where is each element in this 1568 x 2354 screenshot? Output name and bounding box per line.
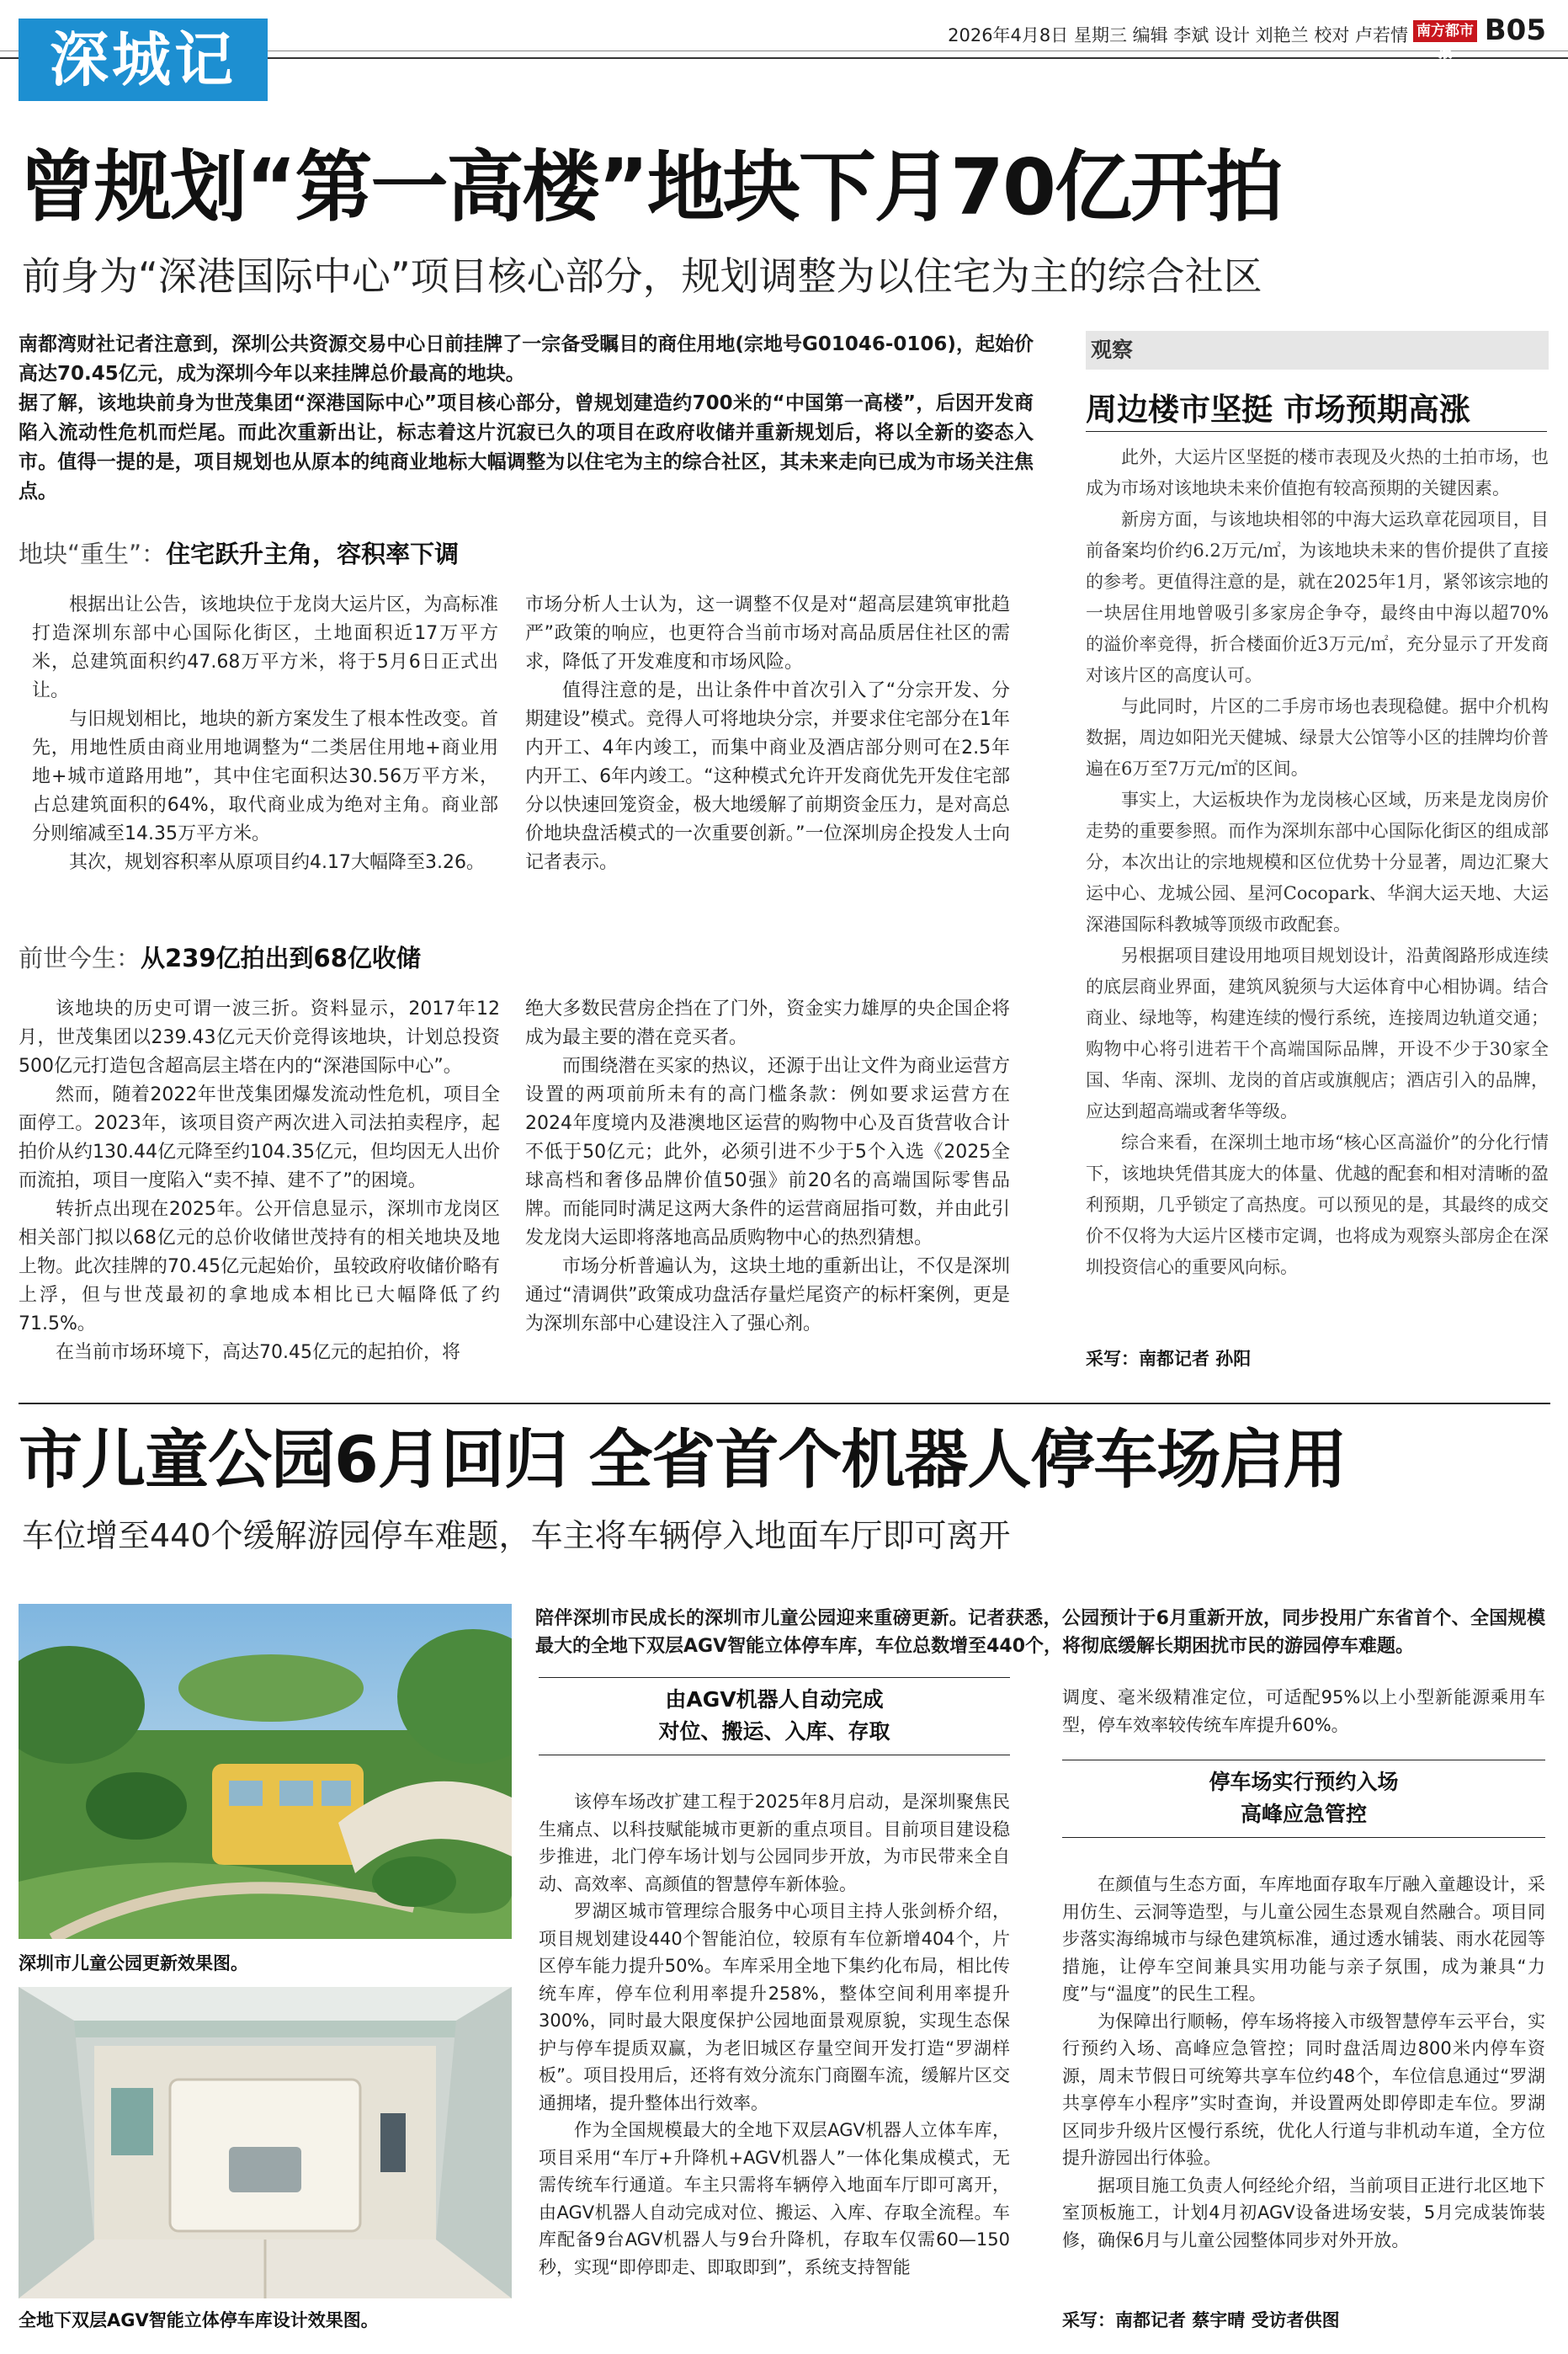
- garage-rendering-graphic: [19, 1987, 512, 2298]
- box1-heading-line: 对位、搬运、入库、存取: [658, 1719, 890, 1744]
- page-number: B05: [1484, 13, 1546, 47]
- sidebar-title-rule: [1086, 431, 1547, 432]
- history-column-1: [19, 995, 500, 1367]
- box1-body: [539, 1788, 1010, 2281]
- section-heading-rebirth: [19, 535, 459, 570]
- story1-headline: 曾规划“第一高楼”地块下月70亿开拍: [19, 142, 1282, 232]
- box1-heading: [539, 1684, 1010, 1748]
- box1-rule-top: [539, 1677, 1010, 1678]
- body-paragraph: 在颜值与生态方面，车库地面存取车厅融入童趣设计，采用仿生、云洞等造型，与儿童公园生态景观自然融合。项目同步落实海绵城市与绿色建筑标准，通过透水铺装、雨水花园等措施，让停车空间兼具实用功能与亲子氛围，成为兼具“力度”与“温度”的民生工程。: [1062, 1874, 1545, 2004]
- body-paragraph: 根据出让公告，该地块位于龙岗大运片区，为高标准打造深圳东部中心国际化街区，土地面积近17万平方米，总建筑面积约47.68万平方米，将于5月6日正式出让。: [32, 594, 498, 701]
- box2-rule-bottom: [1062, 1837, 1545, 1838]
- box1-heading-line: 由AGV机器人自动完成: [665, 1687, 884, 1712]
- sidebar-paragraph: 新房方面，与该地块相邻的中海大运玖章花园项目，目前备案均价约6.2万元/㎡，为该地块未来的售价提供了直接的参考。更值得注意的是，就在2025年1月，紧邻该宗地的一块居住用地曾吸引多家房企争夺，最终由中海以超70%的溢价率竞得，折合楼面价近3万元/㎡，充分显示了开发商对该片区的高度认可。: [1086, 509, 1549, 685]
- garage-image-caption: 全地下双层AGV智能立体停车库设计效果图。: [19, 2310, 379, 2330]
- sidebar-paragraph: 综合来看，在深圳土地市场“核心区高溢价”的分化行情下，该地块凭借其庞大的体量、优越的配套和相对清晰的盈利预期，几乎锁定了高热度。可以预见的是，其最终的成交价不仅将为大运片区楼市定调，也将成为观察头部房企在深圳投资信心的重要风向标。: [1086, 1132, 1549, 1277]
- story2-credit: 采写：南都记者 蔡宇晴 受访者供图: [1062, 2310, 1340, 2330]
- story2-headline: 市儿童公园6月回归 全省首个机器人停车场启用: [19, 1422, 1347, 1497]
- sidebar-body: [1086, 442, 1549, 1283]
- box2-heading: [1062, 1766, 1545, 1830]
- body-paragraph: 据项目施工负责人何经纶介绍，当前项目正进行北区地下室顶板施工，计划4月初AGV设备进场安装，5月完成装饰装修，确保6月与儿童公园整体同步对外开放。: [1062, 2175, 1545, 2250]
- rebirth-column-2: [525, 591, 1010, 877]
- story1-lead: [19, 330, 1034, 507]
- park-rendering-graphic: [19, 1604, 512, 1939]
- body-paragraph: 作为全国规模最大的全地下双层AGV机器人立体车库，项目采用“车厅+升降机+AGV机器人”一体化集成模式，无需传统车行通道。车主只需将车辆停入地面车厅即可离开，由AGV机器人自动完成对位、搬运、入库、存取全流程。车库配备9台AGV机器人与9台升降机，存取车仅需60—150秒，实现“即停即走、即取即到”，系统支持智能: [539, 2120, 1010, 2277]
- sidebar-tag: [1086, 331, 1549, 370]
- park-image-caption: 深圳市儿童公园更新效果图。: [19, 1953, 248, 1973]
- body-paragraph: 而围绕潜在买家的热议，还源于出让文件为商业运营方设置的两项前所未有的高门槛条款：例如要求运营方在2024年度境内及港澳地区运营的购物中心及百货营收合计不低于50亿元；此外，必须引进不少于5个入选《2025全球高档和奢侈品牌价值50强》前20名的高端国际零售品牌。而能同时满足这两大条件的运营商屈指可数，并由此引发龙岗大运即将落地高品质购物中心的热烈猜想。: [525, 1056, 1010, 1249]
- body-paragraph: 调度、毫米级精准定位，可适配95%以上小型新能源乘用车型，停车效率较传统车库提升60%。: [1062, 1687, 1545, 1735]
- sidebar-tag-label: 观察: [1091, 338, 1134, 362]
- body-paragraph: 与旧规划相比，地块的新方案发生了根本性改变。首先，用地性质由商业用地调整为“二类居住用地+商业用地+城市道路用地”，其中住宅面积达30.56万平方米，占总建筑面积的64%，取代商业成为绝对主角。商业部分则缩减至14.35万平方米。: [32, 709, 498, 844]
- box2-body: [1062, 1871, 1545, 2254]
- body-paragraph: 转折点出现在2025年。公开信息显示，深圳市龙岗区相关部门拟以68亿元的总价收储世茂持有的相关地块及地上物。此次挂牌的70.45亿元起始价，虽较政府收储价略有上浮，但与世茂最初的拿地成本相比已大幅降低了约71.5%。: [19, 1199, 500, 1334]
- body-paragraph: 在当前市场环境下，高达70.45亿元的起拍价，将: [56, 1342, 460, 1363]
- garage-rendering-image: [19, 1987, 512, 2298]
- issue-meta: 2026年4月8日 星期三 编辑 李斌 设计 刘艳兰 校对 卢若情: [948, 25, 1408, 45]
- body-paragraph: 市场分析人士认为，这一调整不仅是对“超高层建筑审批趋严”政策的响应，也更符合当前市场对高品质居住社区的需求，降低了开发难度和市场风险。: [525, 594, 1010, 673]
- history-column-2: [525, 995, 1010, 1339]
- box2-heading-line: 高峰应急管控: [1240, 1802, 1367, 1826]
- story1-subhead: 前身为“深港国际中心”项目核心部分，规划调整为以住宅为主的综合社区: [22, 253, 1262, 299]
- section-heading-prefix: 地块“重生”：: [19, 540, 167, 568]
- lead-paragraph: 南都湾财社记者注意到，深圳公共资源交易中心日前挂牌了一宗备受瞩目的商住用地(宗地号G01046-0106)，起始价高达70.45亿元，成为深圳今年以来挂牌总价最高的地块。: [19, 333, 1034, 385]
- body-paragraph: 绝大多数民营房企挡在了门外，资金实力雄厚的央企国企将成为最主要的潜在竞买者。: [525, 999, 1010, 1048]
- story-divider: [19, 1403, 1550, 1404]
- brand-logo: 南方都市报: [1413, 20, 1477, 42]
- section-heading-text: 住宅跃升主角，容积率下调: [166, 540, 460, 568]
- sidebar-paragraph: 事实上，大运板块作为龙岗核心区域，历来是龙岗房价走势的重要参照。而作为深圳东部中心国际化街区的组成部分，本次出让的宗地规模和区位优势十分显著，周边汇聚大运中心、龙城公园、星河Cocopark、华润大运天地、大运深港国际科教城等顶级市政配套。: [1086, 790, 1549, 935]
- body-paragraph: 然而，随着2022年世茂集团爆发流动性危机，项目全面停工。2023年，该项目资产两次进入司法拍卖程序，起拍价从约130.44亿元降至约104.35亿元，但均因无人出价而流拍，项目一度陷入“卖不掉、建不了”的困境。: [19, 1084, 500, 1191]
- body-paragraph: 为保障出行顺畅，停车场将接入市级智慧停车云平台，实行预约入场、高峰应急管控；同时盘活周边800米内停车资源，周末节假日可统筹共享车位约48个，车位信息通过“罗湖共享停车小程序”实时查询，并设置两处即停即走车位。罗湖区同步升级片区慢行系统，优化人行道与非机动车道，全方位提升游园出行体验。: [1062, 2010, 1545, 2168]
- body-paragraph: 罗湖区城市管理综合服务中心项目主持人张剑桥介绍，项目规划建设440个智能泊位，较原有车位新增404个，片区停车能力提升50%。车库采用全地下集约化布局，相比传统车库，停车位利用率提升258%，整体空间利用率提升300%，同时最大限度保护公园地面景观原貌，实现生态保护与停车提质双赢，为老旧城区存量空间开发打造“罗湖样板”。项目投用后，还将有效分流东门商圈车流，缓解片区交通拥堵，提升整体出行效率。: [539, 1901, 1010, 2113]
- section-heading-prefix: 前世今生：: [19, 944, 141, 972]
- story2-lead: 陪伴深圳市民成长的深圳市儿童公园迎来重磅更新。记者获悉，公园预计于6月重新开放，同步投用广东省首个、全国规模最大的全地下双层AGV智能立体停车库，车位总数增至440个，将彻底缓解长期困扰市民的游园停车难题。: [535, 1608, 1545, 1657]
- masthead: 深城记: [19, 19, 268, 101]
- sidebar-paragraph: 与此同时，片区的二手房市场也表现稳健。据中介机构数据，周边如阳光天健城、绿景大公馆等小区的挂牌均价普遍在6万至7万元/㎡的区间。: [1086, 696, 1549, 779]
- story2-subhead: 车位增至440个缓解游园停车难题，车主将车辆停入地面车厅即可离开: [22, 1517, 1011, 1554]
- section-heading-history: [19, 940, 421, 974]
- box2-heading-line: 停车场实行预约入场: [1209, 1770, 1399, 1794]
- body-paragraph: 该停车场改扩建工程于2025年8月启动，是深圳聚焦民生痛点、以科技赋能城市更新的重点项目。目前项目建设稳步推进，北门停车场计划与公园同步开放，为市民带来全自动、高效率、高颜值的智慧停车新体验。: [539, 1792, 1010, 1894]
- box1-continued: [1062, 1684, 1545, 1739]
- body-paragraph: 该地块的历史可谓一波三折。资料显示，2017年12月，世茂集团以239.43亿元天价竞得该地块，计划总投资500亿元打造包含超高层主塔在内的“深港国际中心”。: [19, 999, 500, 1077]
- sidebar-credit: 采写：南都记者 孙阳: [1086, 1349, 1252, 1369]
- lead-paragraph: 据了解，该地块前身为世茂集团“深港国际中心”项目核心部分，曾规划建造约700米的“中国第一高楼”，后因开发商陷入流动性危机而烂尾。而此次重新出让，标志着这片沉寂已久的项目在政府收储并重新规划后，将以全新的姿态入市。值得一提的是，项目规划也从原本的纯商业地标大幅调整为以住宅为主的综合社区，其未来走向已成为市场关注焦点。: [19, 392, 1034, 503]
- sidebar-title: 周边楼市坚挺 市场预期高涨: [1086, 391, 1470, 428]
- body-paragraph: 市场分析普遍认为，这块土地的重新出让，不仅是深圳通过“清调供”政策成功盘活存量烂尾资产的标杆案例，更是为深圳东部中心建设注入了强心剂。: [525, 1256, 1010, 1334]
- sidebar-paragraph: 另根据项目建设用地项目规划设计，沿黄阁路形成连续的底层商业界面，建筑风貌须与大运体育中心相协调。结合商业、绿地等，构建连续的慢行系统，连接周边轨道交通；购物中心将引进若干个高端国际品牌，开设不少于30家全国、华南、深圳、龙岗的首店或旗舰店；酒店引入的品牌，应达到超高端或奢华等级。: [1086, 945, 1549, 1121]
- sidebar-paragraph: 此外，大运片区坚挺的楼市表现及火热的土拍市场，也成为市场对该地块未来价值抱有较高预期的关键因素。: [1086, 447, 1549, 498]
- rebirth-column-1: [32, 591, 498, 877]
- section-heading-text: 从239亿拍出到68亿收储: [141, 944, 421, 972]
- park-rendering-image: [19, 1604, 512, 1939]
- body-paragraph: 其次，规划容积率从原项目约4.17大幅降至3.26。: [69, 852, 485, 873]
- body-paragraph: 值得注意的是，出让条件中首次引入了“分宗开发、分期建设”模式。竞得人可将地块分宗，并要求住宅部分在1年内开工、4年内竣工，而集中商业及酒店部分则可在2.5年内开工、6年内竣工。“这种模式允许开发商优先开发住宅部分以快速回笼资金，极大地缓解了前期资金压力，是对高总价地块盘活模式的一次重要创新。”一位深圳房企投发人士向记者表示。: [525, 680, 1010, 873]
